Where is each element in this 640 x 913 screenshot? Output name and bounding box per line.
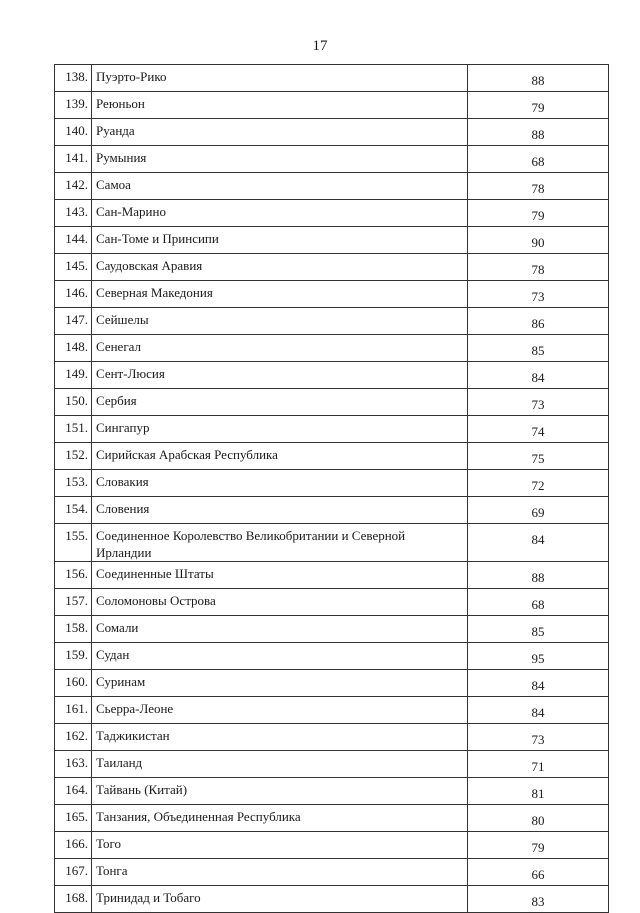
table-row [55, 832, 609, 859]
table-row [55, 589, 609, 616]
country-name-cell: Сирийская Арабская Республика [92, 443, 468, 470]
country-name-cell: Сингапур [92, 416, 468, 443]
row-number-cell: 165. [55, 805, 92, 832]
table-row [55, 389, 609, 416]
value-cell: 79 [468, 92, 609, 119]
table-row [55, 443, 609, 470]
value-cell: 88 [468, 119, 609, 146]
country-name-cell: Соединенные Штаты [92, 562, 468, 589]
country-name-cell: Саудовская Аравия [92, 254, 468, 281]
row-number-cell: 161. [55, 697, 92, 724]
value-cell: 68 [468, 589, 609, 616]
table-body [55, 65, 609, 913]
row-number-cell: 160. [55, 670, 92, 697]
country-name-cell: Сербия [92, 389, 468, 416]
value-cell: 81 [468, 778, 609, 805]
row-number-cell: 168. [55, 886, 92, 913]
country-name-cell: Соединенное Королевство Великобритании и Северной Ирландии [92, 524, 468, 562]
value-cell: 79 [468, 200, 609, 227]
value-cell: 72 [468, 470, 609, 497]
row-number-cell: 156. [55, 562, 92, 589]
table-row [55, 335, 609, 362]
country-name-cell: Соломоновы Острова [92, 589, 468, 616]
row-number-cell: 167. [55, 859, 92, 886]
table-row [55, 524, 609, 562]
value-cell: 84 [468, 524, 609, 562]
country-name-cell: Того [92, 832, 468, 859]
country-name-cell: Северная Македония [92, 281, 468, 308]
row-number-cell: 154. [55, 497, 92, 524]
table-row [55, 92, 609, 119]
country-name-cell: Таджикистан [92, 724, 468, 751]
table-row [55, 643, 609, 670]
country-name-cell: Сент-Люсия [92, 362, 468, 389]
table-row [55, 886, 609, 913]
row-number-cell: 157. [55, 589, 92, 616]
value-cell: 85 [468, 335, 609, 362]
table-row [55, 697, 609, 724]
value-cell: 73 [468, 389, 609, 416]
table-row [55, 254, 609, 281]
table-row [55, 416, 609, 443]
value-cell: 69 [468, 497, 609, 524]
value-cell: 78 [468, 173, 609, 200]
country-name-cell: Руанда [92, 119, 468, 146]
row-number-cell: 139. [55, 92, 92, 119]
value-cell: 83 [468, 886, 609, 913]
value-cell: 80 [468, 805, 609, 832]
row-number-cell: 151. [55, 416, 92, 443]
table-row [55, 670, 609, 697]
table-row [55, 497, 609, 524]
row-number-cell: 159. [55, 643, 92, 670]
row-number-cell: 142. [55, 173, 92, 200]
country-name-cell: Сан-Марино [92, 200, 468, 227]
country-name-cell: Тонга [92, 859, 468, 886]
value-cell: 73 [468, 724, 609, 751]
page-number: 17 [312, 38, 328, 54]
row-number-cell: 155. [55, 524, 92, 562]
table-row [55, 362, 609, 389]
country-name-cell: Сейшелы [92, 308, 468, 335]
row-number-cell: 163. [55, 751, 92, 778]
table-row [55, 119, 609, 146]
row-number-cell: 166. [55, 832, 92, 859]
value-cell: 84 [468, 670, 609, 697]
row-number-cell: 145. [55, 254, 92, 281]
value-cell: 66 [468, 859, 609, 886]
country-name-cell: Таиланд [92, 751, 468, 778]
country-name-cell: Словения [92, 497, 468, 524]
country-name-cell: Судан [92, 643, 468, 670]
row-number-cell: 147. [55, 308, 92, 335]
row-number-cell: 162. [55, 724, 92, 751]
row-number-cell: 148. [55, 335, 92, 362]
country-name-cell: Пуэрто-Рико [92, 65, 468, 92]
row-number-cell: 153. [55, 470, 92, 497]
country-name-cell: Словакия [92, 470, 468, 497]
value-cell: 71 [468, 751, 609, 778]
value-cell: 95 [468, 643, 609, 670]
value-cell: 84 [468, 362, 609, 389]
row-number-cell: 164. [55, 778, 92, 805]
table-row [55, 778, 609, 805]
value-cell: 68 [468, 146, 609, 173]
country-table [54, 64, 609, 913]
value-cell: 90 [468, 227, 609, 254]
table-row [55, 200, 609, 227]
table-row [55, 65, 609, 92]
table-row [55, 751, 609, 778]
row-number-cell: 138. [55, 65, 92, 92]
table-row [55, 859, 609, 886]
row-number-cell: 146. [55, 281, 92, 308]
table-row [55, 562, 609, 589]
row-number-cell: 149. [55, 362, 92, 389]
row-number-cell: 158. [55, 616, 92, 643]
value-cell: 88 [468, 65, 609, 92]
country-name-cell: Сан-Томе и Принсипи [92, 227, 468, 254]
value-cell: 74 [468, 416, 609, 443]
row-number-cell: 152. [55, 443, 92, 470]
country-name-cell: Танзания, Объединенная Республика [92, 805, 468, 832]
value-cell: 73 [468, 281, 609, 308]
value-cell: 84 [468, 697, 609, 724]
table-row [55, 724, 609, 751]
table-row [55, 805, 609, 832]
table-row [55, 308, 609, 335]
value-cell: 79 [468, 832, 609, 859]
row-number-cell: 140. [55, 119, 92, 146]
country-name-cell: Сенегал [92, 335, 468, 362]
value-cell: 85 [468, 616, 609, 643]
row-number-cell: 144. [55, 227, 92, 254]
country-name-cell: Сьерра-Леоне [92, 697, 468, 724]
value-cell: 88 [468, 562, 609, 589]
table-row [55, 173, 609, 200]
table-row [55, 470, 609, 497]
table-row [55, 146, 609, 173]
table-row [55, 281, 609, 308]
country-name-cell: Суринам [92, 670, 468, 697]
country-name-cell: Тринидад и Тобаго [92, 886, 468, 913]
country-name-cell: Тайвань (Китай) [92, 778, 468, 805]
value-cell: 78 [468, 254, 609, 281]
table-row [55, 616, 609, 643]
row-number-cell: 143. [55, 200, 92, 227]
row-number-cell: 141. [55, 146, 92, 173]
row-number-cell: 150. [55, 389, 92, 416]
value-cell: 75 [468, 443, 609, 470]
country-name-cell: Румыния [92, 146, 468, 173]
table-row [55, 227, 609, 254]
country-name-cell: Сомали [92, 616, 468, 643]
country-name-cell: Самоа [92, 173, 468, 200]
country-name-cell: Реюньон [92, 92, 468, 119]
value-cell: 86 [468, 308, 609, 335]
